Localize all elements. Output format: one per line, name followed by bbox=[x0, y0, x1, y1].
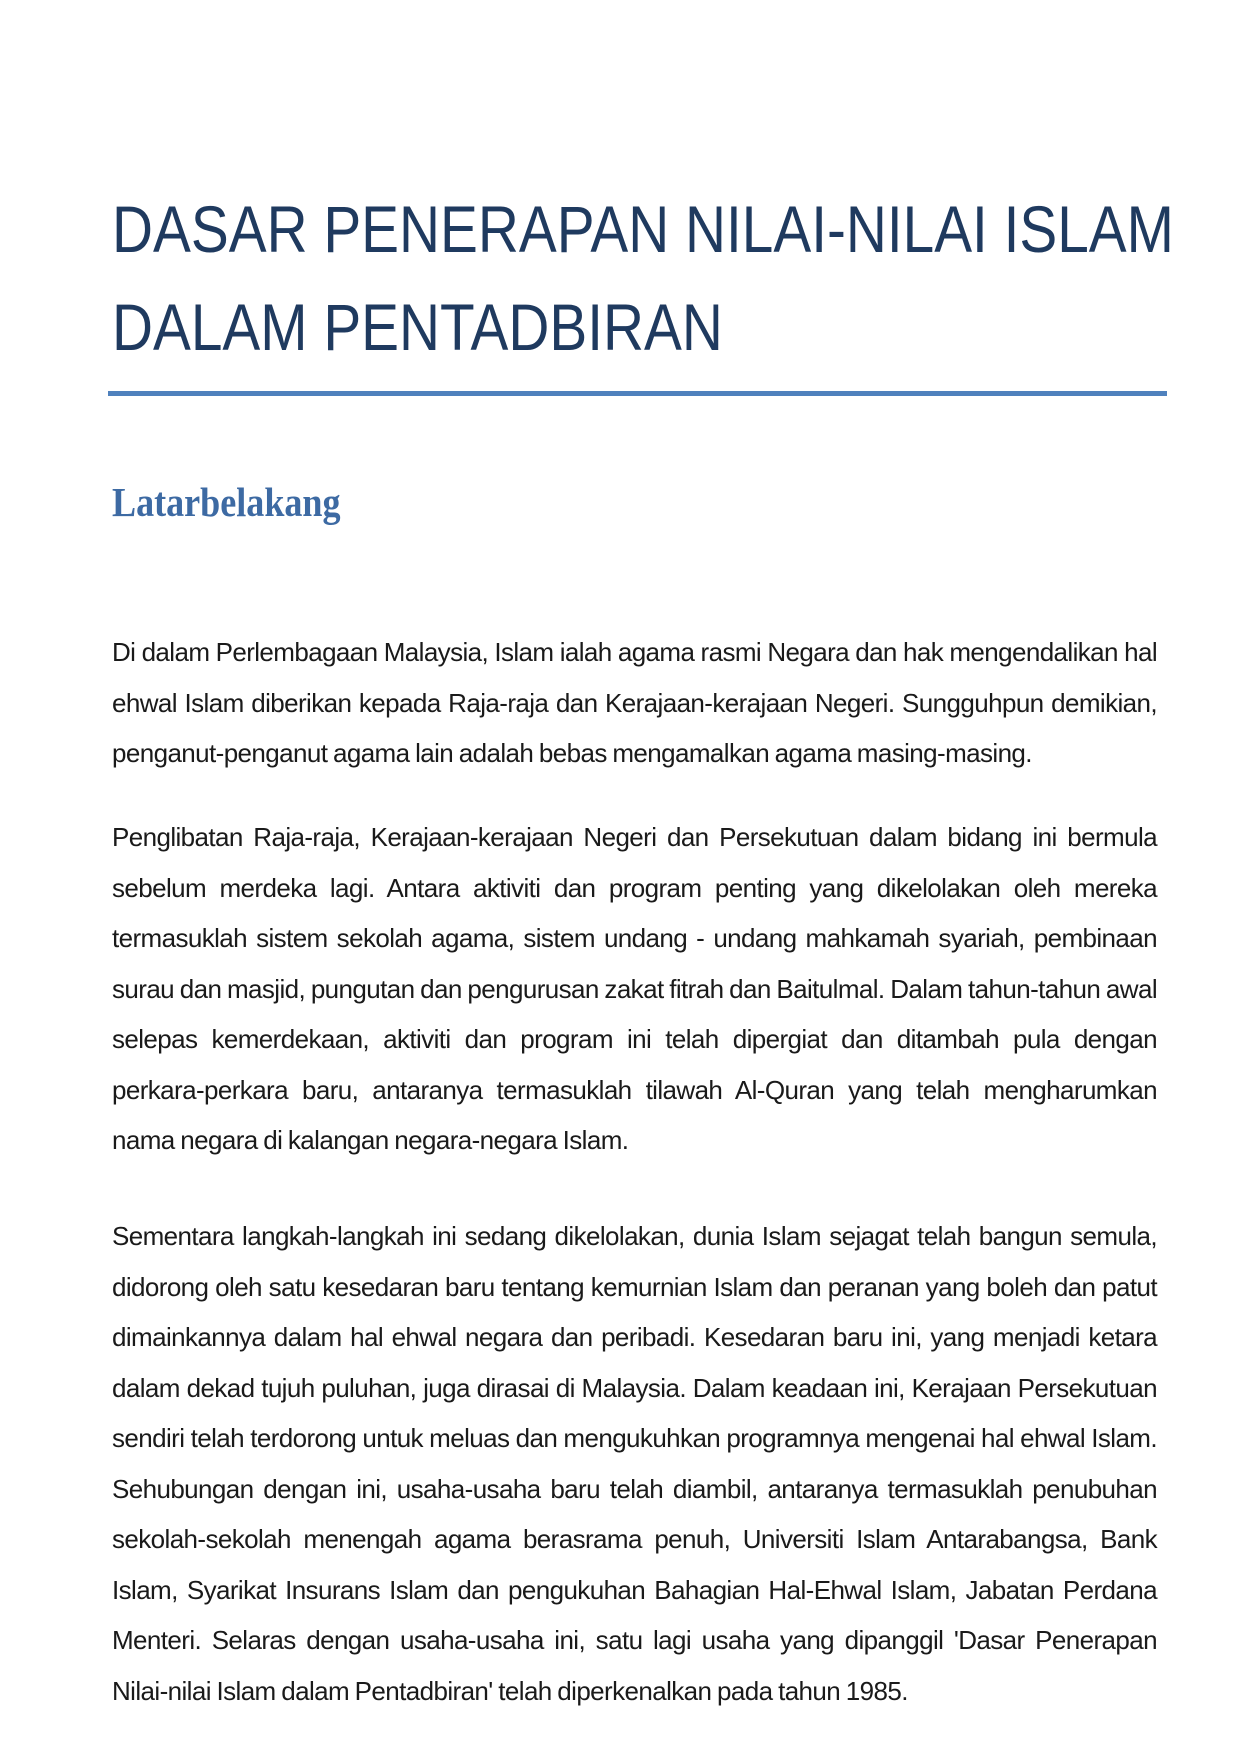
document-title bbox=[112, 180, 1174, 376]
paragraph-3: Sementara langkah-langkah ini sedang dikelolakan, dunia Islam sejagat telah bangun semula, didorong oleh satu kesedaran baru tentang kemurnian Islam dan peranan yang boleh dan patut dimainkannya dalam hal ehwal negara dan peribadi. Kesedaran baru ini, yang menjadi ketara dalam dekad tujuh puluhan, juga dirasai di Malaysia. Dalam keadaan ini, Kerajaan Persekutuan sendiri telah terdorong untuk meluas dan mengukuhkan programnya mengenai hal ehwal Islam. Sehubungan dengan ini, usaha-usaha baru telah diambil, antaranya termasuklah penubuhan sekolah-sekolah menengah agama berasrama penuh, Universiti Islam Antarabangsa, Bank Islam, Syarikat Insurans Islam dan pengukuhan Bahagian Hal-Ehwal Islam, Jabatan Perdana Menteri. Selaras dengan usaha-usaha ini, satu lagi usaha yang dipanggil 'Dasar Penerapan Nilai-nilai Islam dalam Pentadbiran' telah diperkenalkan pada tahun 1985. bbox=[112, 1221, 1157, 1706]
paragraph-2: Penglibatan Raja-raja, Kerajaan-kerajaan Negeri dan Persekutuan dalam bidang ini bermula sebelum merdeka lagi. Antara aktiviti dan program penting yang dikelolakan oleh mereka termasuklah sistem sekolah agama, sistem undang - undang mahkamah syariah, pembinaan surau dan masjid, pungutan dan pengurusan zakat fitrah dan Baitulmal. Dalam tahun-tahun awal selepas kemerdekaan, aktiviti dan program ini telah dipergiat dan ditambah pula dengan perkara-perkara baru, antaranya termasuklah tilawah Al-Quran yang telah mengharumkan nama negara di kalangan negara-negara Islam. bbox=[112, 822, 1157, 1155]
title-line-1: DASAR PENERAPAN NILAI-NILAI ISLAM bbox=[112, 192, 1174, 266]
title-underline-rule bbox=[108, 391, 1167, 396]
section-heading: Latarbelakang bbox=[112, 479, 341, 525]
paragraph-1: Di dalam Perlembagaan Malaysia, Islam ialah agama rasmi Negara dan hak mengendalikan hal ehwal Islam diberikan kepada Raja-raja dan Kerajaan-kerajaan Negeri. Sungguhpun demikian, penganut-penganut agama lain adalah bebas mengamalkan agama masing-masing. bbox=[112, 637, 1157, 768]
title-line-2: DALAM PENTADBIRAN bbox=[112, 290, 723, 364]
